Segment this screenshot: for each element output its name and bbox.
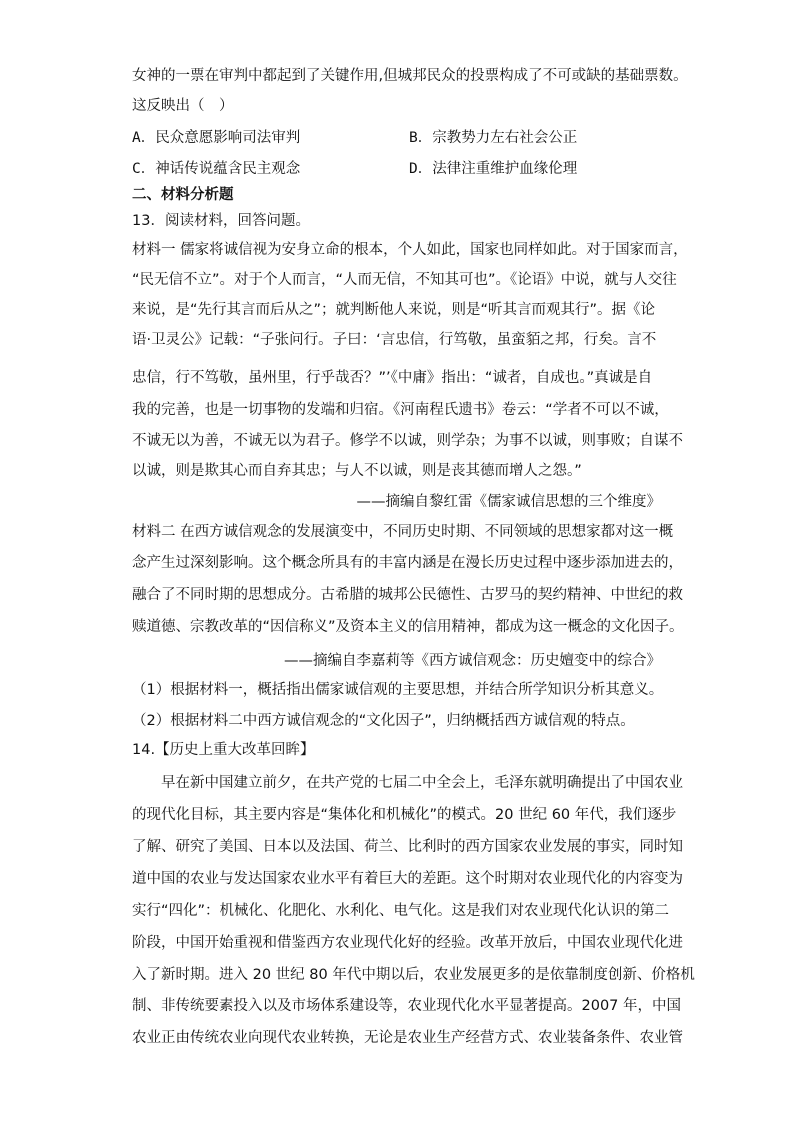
option-a: A．民众意愿影响司法审判 — [132, 130, 301, 146]
question-14-heading: 14.【历史上重大改革回眸】 — [132, 742, 315, 758]
material-1-line: 我的完善，也是一切事物的发端和归宿。《河南程氏遗书》卷云：“学者不可以不诚， — [132, 402, 669, 418]
question-12-stem-line-2: 这反映出（ ） — [132, 98, 234, 114]
question-14-paragraph-line: 农业正由传统农业向现代农业转换，无论是农业生产经营方式、农业装备条件、农业管 — [132, 1030, 683, 1046]
material-1-line: 忠信，行不笃敬，虽州里，行乎哉否？”’《中庸》指出：“诚者，自成也。”真诚是自 — [132, 370, 653, 386]
subquestion-2: （2）根据材料二中西方诚信观念的“文化因子”，归纳概括西方诚信观的特点。 — [132, 713, 635, 729]
question-14-paragraph-line: 的现代化目标，其主要内容是“集体化和机械化”的模式。20 世纪 60 年代，我们逐步 — [132, 807, 677, 823]
question-14-paragraph-line: 制、非传统要素投入以及市场体系建设等，农业现代化水平显著提高。2007 年，中国 — [132, 998, 682, 1014]
material-1-line: 材料一 儒家将诚信视为安身立命的根本，个人如此，国家也同样如此。对于国家而言， — [132, 242, 688, 258]
option-d: D．法律注重维护血缘伦理 — [409, 161, 578, 177]
material-2-line: 赎道德、宗教改革的“因信称义”及资本主义的信用精神，都成为这一概念的文化因子。 — [132, 619, 684, 635]
question-14-paragraph-line: 阶段，中国开始重视和借鉴西方农业现代化好的经验。改革开放后，中国农业现代化进 — [132, 935, 683, 951]
material-2-line: 融合了不同时期的思想成分。古希腊的城邦公民德性、古罗马的契约精神、中世纪的救 — [132, 587, 683, 603]
material-2-line: 念产生过深刻影响。这个概念所具有的丰富内涵是在漫长历史过程中逐步添加进去的， — [132, 555, 683, 571]
question-14-paragraph-line: 了解、研究了美国、日本以及法国、荷兰、比利时的西方国家农业发展的事实，同时知 — [132, 839, 683, 855]
material-2-line: 材料二 在西方诚信观念的发展演变中，不同历史时期、不同领域的思想家都对这一概 — [132, 524, 674, 540]
material-1-line: 语·卫灵公》记载：“子张问行。子曰：‘言忠信，行笃敬，虽蛮貊之邦，行矣。言不 — [132, 332, 657, 348]
section-title: 二、材料分析题 — [132, 187, 234, 203]
question-14-paragraph-line: 实行“四化”：机械化、化肥化、水利化、电气化。这是我们对农业现代化认识的第二 — [132, 903, 670, 919]
material-1-line: 以诚，则是欺其心而自弃其忠；与人不以诚，则是丧其德而增人之怨。” — [132, 463, 582, 479]
material-1-source: ——摘编自黎红雷《儒家诚信思想的三个维度》 — [356, 494, 661, 510]
subquestion-1: （1）根据材料一，概括指出儒家诚信观的主要思想，并结合所学知识分析其意义。 — [132, 682, 664, 698]
option-c: C．神话传说蕴含民主观念 — [132, 161, 301, 177]
material-2-source: ——摘编自李嘉莉等《西方诚信观念：历史嬗变中的综合》 — [284, 653, 661, 669]
question-14-paragraph-line: 早在新中国建立前夕，在共产党的七届二中全会上，毛泽东就明确提出了中国农业 — [132, 775, 683, 791]
question-14-paragraph-line: 入了新时期。进入 20 世纪 80 年代中期以后，农业发展更多的是依靠制度创新、价格机 — [132, 967, 695, 983]
question-14-paragraph-line: 道中国的农业与发达国家农业水平有着巨大的差距。这个时期对农业现代化的内容变为 — [132, 871, 683, 887]
material-1-line: 不诚无以为善，不诚无以为君子。修学不以诚，则学杂；为事不以诚，则事败；自谋不 — [132, 433, 683, 449]
question-12-stem-line-1: 女神的一票在审判中都起到了关键作用,但城邦民众的投票构成了不可或缺的基础票数。 — [132, 68, 688, 84]
material-1-line: “民无信不立”。对于个人而言，“人而无信，不知其可也”。《论语》中说，就与人交往 — [132, 272, 677, 288]
question-13-intro: 13．阅读材料，回答问题。 — [132, 213, 310, 229]
material-1-line: 来说，是“先行其言而后从之”；就判断他人来说，则是“听其言而观其行”。据《论 — [132, 302, 656, 318]
option-b: B．宗教势力左右社会公正 — [409, 130, 578, 146]
